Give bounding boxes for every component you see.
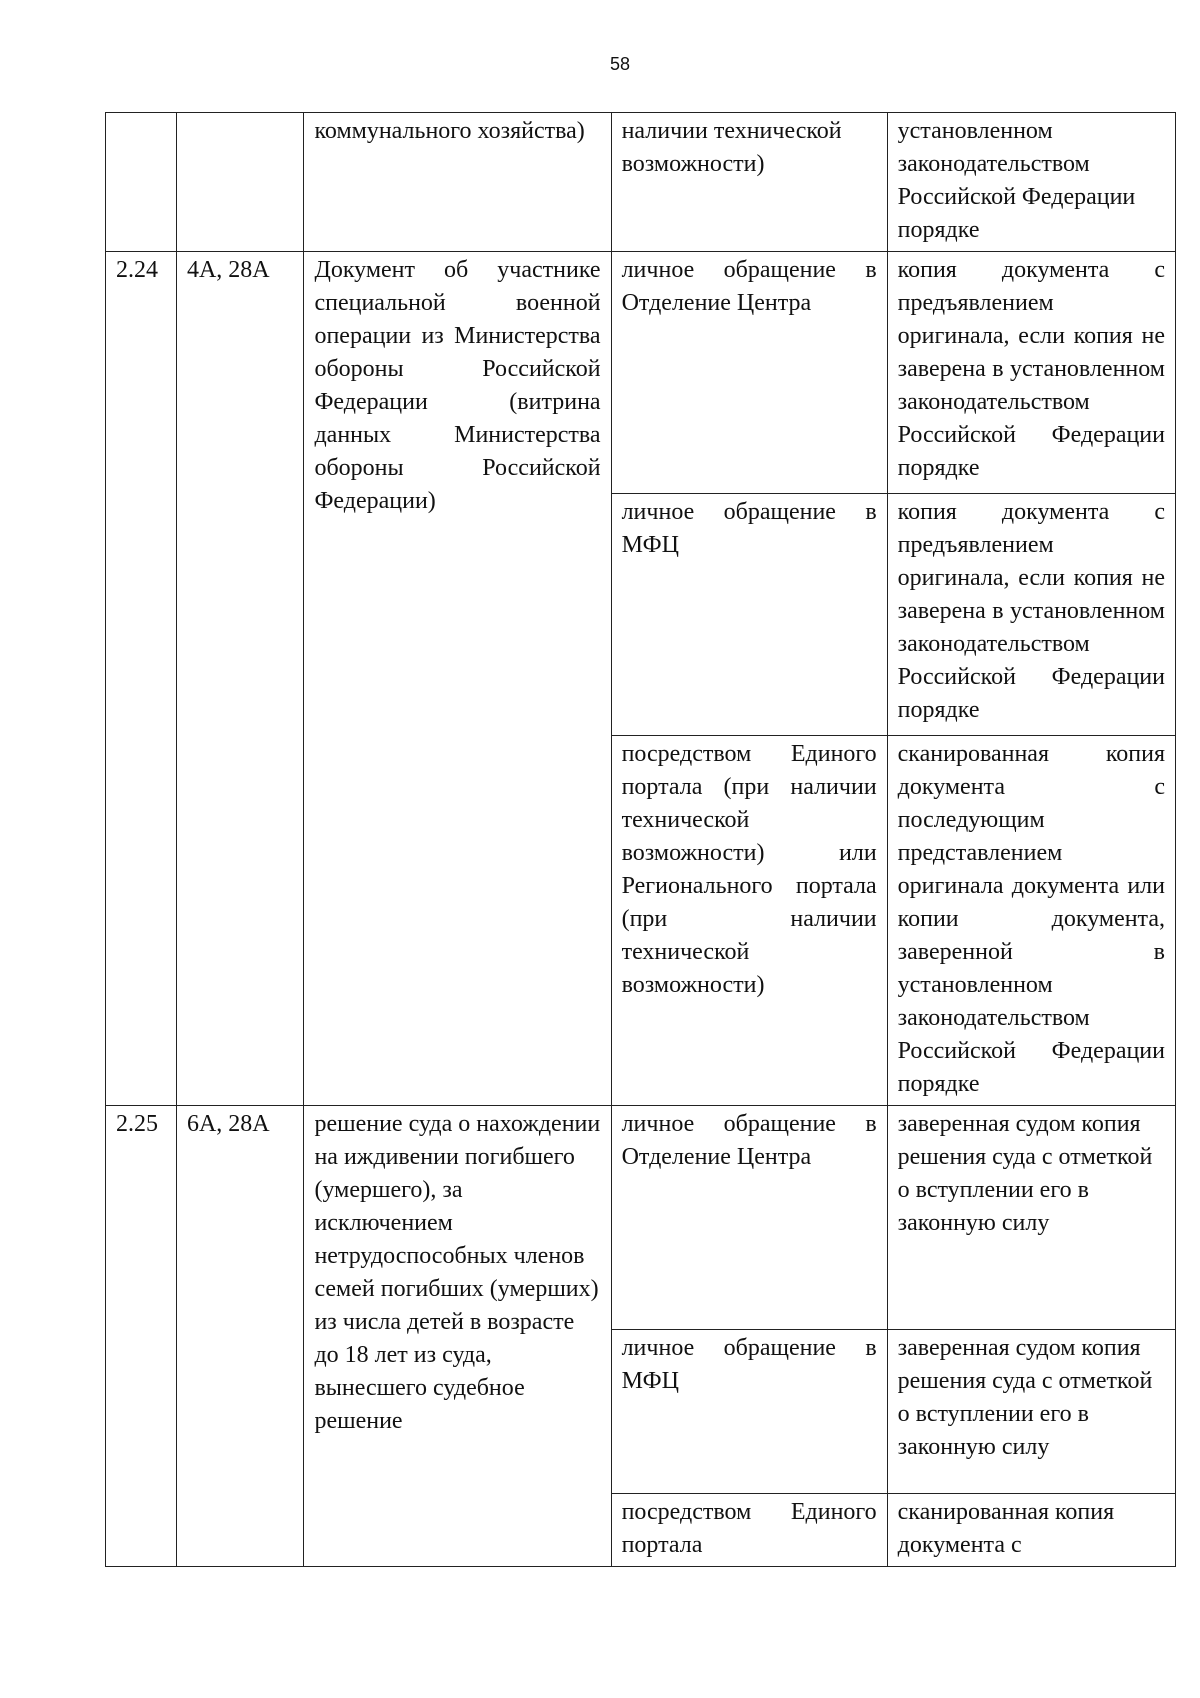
- documents-table: [105, 112, 1176, 1567]
- row-code-cell: 6А, 28А: [176, 1106, 304, 1567]
- form-cell: сканированная копия документа с: [887, 1494, 1175, 1567]
- method-cell: личное обращение в МФЦ: [611, 494, 887, 736]
- table-row: [106, 113, 1176, 252]
- form-cell: копия документа с предъявлением оригинала, если копия не заверена в установленном законодательством Российской Федерации порядке: [887, 252, 1175, 494]
- method-cell: личное обращение в МФЦ: [611, 1330, 887, 1494]
- row-code-cell: [176, 113, 304, 252]
- method-cell: посредством Единого портала (при наличии технической возможности) или Регионального портала (при наличии технической возможности): [611, 736, 887, 1106]
- row-number-cell: 2.24: [106, 252, 177, 1106]
- method-cell: посредством Единого портала: [611, 1494, 887, 1567]
- table-row: [106, 1106, 1176, 1330]
- row-number-cell: [106, 113, 177, 252]
- document-cell: решение суда о нахождении на иждивении погибшего (умершего), за исключением нетрудоспособных членов семей погибших (умерших) из числа детей в возрасте до 18 лет из суда, вынесшего судебное решение: [304, 1106, 611, 1567]
- form-cell: заверенная судом копия решения суда с отметкой о вступлении его в законную силу: [887, 1330, 1175, 1494]
- document-cell: Документ об участнике специальной военной операции из Министерства обороны Российской Федерации (витрина данных Министерства обороны Российской Федерации): [304, 252, 611, 1106]
- row-code-cell: 4А, 28А: [176, 252, 304, 1106]
- table-row: [106, 252, 1176, 494]
- form-cell: заверенная судом копия решения суда с отметкой о вступлении его в законную силу: [887, 1106, 1175, 1330]
- row-number-cell: 2.25: [106, 1106, 177, 1567]
- method-cell: личное обращение в Отделение Центра: [611, 1106, 887, 1330]
- form-cell: установленном законодательством Российской Федерации порядке: [887, 113, 1175, 252]
- form-cell: копия документа с предъявлением оригинала, если копия не заверена в установленном законодательством Российской Федерации порядке: [887, 494, 1175, 736]
- form-cell: сканированная копия документа с последующим представлением оригинала документа или копии документа, заверенной в установленном законодательством Российской Федерации порядке: [887, 736, 1175, 1106]
- page-number: 58: [609, 54, 631, 74]
- method-cell: личное обращение в Отделение Центра: [611, 252, 887, 494]
- method-cell: наличии технической возможности): [611, 113, 887, 252]
- document-cell: коммунального хозяйства): [304, 113, 611, 252]
